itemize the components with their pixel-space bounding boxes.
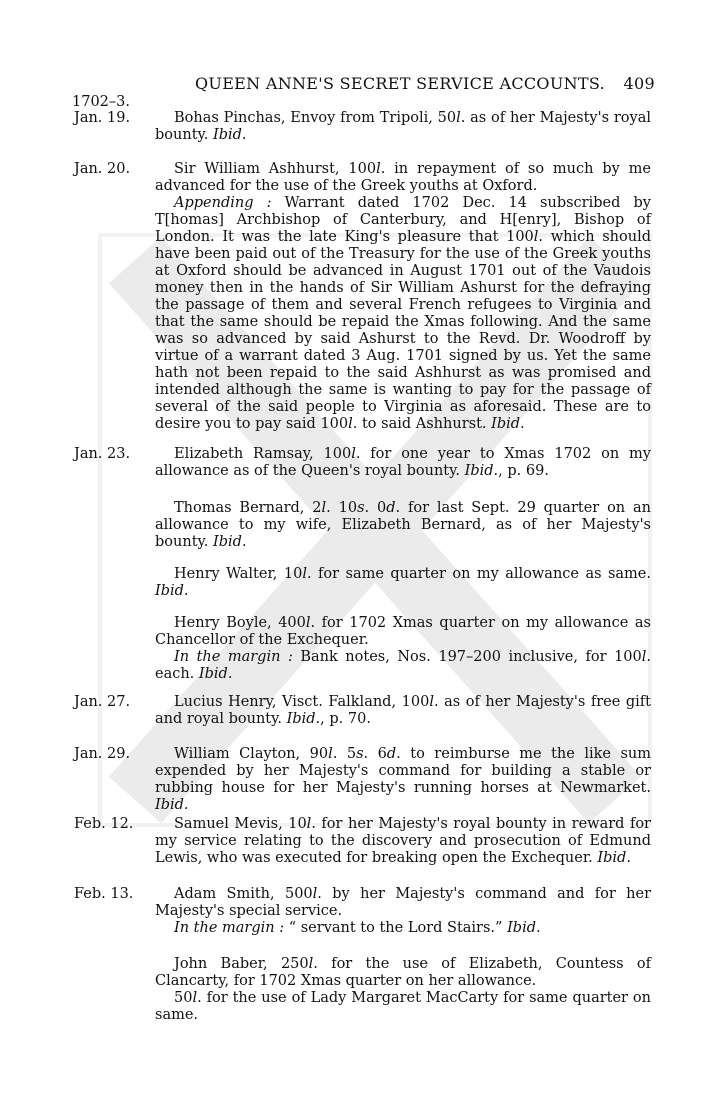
text-run: . for the use of Elizabeth, Countess of Clancarty, for 1702 Xmas quarter on her allowance.	[155, 956, 651, 989]
entry-body	[155, 566, 651, 600]
text-run: Adam Smith, 500	[174, 886, 313, 902]
entry-body	[155, 816, 651, 867]
text-run: , p. 69.	[498, 463, 549, 479]
text-run: Bank notes, Nos. 197–200 inclusive, for 100	[292, 649, 642, 665]
text-run: l	[351, 446, 356, 462]
text-run: l	[308, 956, 314, 972]
text-run: . for her Majesty's royal bounty in reward for my service relating to the discovery and prosecution of Edmund Lewis, who was executed for breaking open the Exchequer.	[155, 816, 651, 866]
entry-date: Jan. 29.	[74, 746, 131, 762]
entry-date: Jan. 23.	[74, 446, 131, 462]
text-run: . by her Majesty's command and for her Majesty's special service.	[155, 886, 651, 919]
text-run: , p. 70.	[320, 711, 371, 727]
text-run: s	[356, 746, 364, 762]
text-run: . to said Ashhurst.	[352, 416, 492, 432]
text-run: . 0	[364, 500, 387, 516]
running-header	[195, 74, 655, 93]
text-run: l	[306, 816, 312, 832]
entry-body	[155, 500, 651, 551]
text-run: . as of her Majesty's royal bounty.	[155, 110, 651, 143]
text-run: Ibid.	[155, 583, 189, 599]
text-run: l	[328, 746, 333, 762]
entry-body	[155, 615, 651, 683]
text-run: l	[456, 110, 461, 126]
text-run: l	[533, 229, 539, 245]
text-run: Ibid.	[597, 850, 631, 866]
year-label: 1702–3.	[72, 94, 130, 110]
text-run: . 10	[326, 500, 358, 516]
text-run: . 5	[332, 746, 357, 762]
text-run: s	[357, 500, 365, 516]
text-run: Sir William Ashhurst, 100	[174, 161, 377, 177]
text-run: . for last Sept. 29 quarter on an allowance to my wife, Elizabeth Bernard, as of her Majesty's bounty.	[155, 500, 651, 550]
entry-body	[155, 956, 651, 1024]
entry-body	[155, 110, 651, 144]
entry-date: Feb. 13.	[74, 886, 134, 902]
margin-label: In the margin :	[174, 920, 285, 936]
text-run: Ibid.	[507, 920, 541, 936]
text-run: l	[192, 990, 198, 1006]
page-number: 409	[623, 74, 655, 93]
text-run: 50	[174, 990, 193, 1006]
text-run: . 6	[363, 746, 387, 762]
text-run: Bohas Pinchas, Envoy from Tripoli, 50	[174, 110, 457, 126]
text-run: “ servant to the Lord Stairs.”	[284, 920, 508, 936]
entry-body	[155, 746, 651, 814]
margin-label: In the margin :	[174, 649, 293, 665]
text-run: . as of her Majesty's free gift and royal bounty.	[155, 694, 651, 727]
text-run: Ibid.	[155, 797, 189, 813]
text-run: Elizabeth Ramsay, 100	[174, 446, 352, 462]
text-run: . for the use of Lady Margaret MacCarty for same quarter on same.	[155, 990, 651, 1023]
text-run: Thomas Bernard, 2	[174, 500, 322, 516]
text-run: . for same quarter on my allowance as same.	[306, 566, 651, 582]
text-run: . which should have been paid out of the Treasury for the use of the Greek youths at Oxford should be advanced in August 1701 out of the Vaudois money then in the hands of Sir William Ashurst for the defraying the passage of them and several French refugees to Virginia and that the same should be repaid the Xmas following. And the same was so advanced by said Ashurst to the Revd. Dr. Woodroff by virtue of a warrant dated 3 Aug. 1701 signed by us. Yet the same hath not been repaid to the said Ashhurst as was promised and intended although the same is wanting to pay for the passage of several of the said people to Virginia as aforesaid. These are to desire you to pay said 100	[155, 229, 651, 432]
entry-body	[155, 446, 651, 480]
text-run: l	[305, 615, 311, 631]
text-run: d	[386, 500, 396, 516]
text-run: . in repayment of so much by me advanced for the use of the Greek youths at Oxford.	[155, 161, 651, 194]
text-run: Henry Boyle, 400	[174, 615, 306, 631]
text-run: l	[376, 161, 381, 177]
text-run: l	[302, 566, 307, 582]
text-run: . to reimburse me the like sum expended by her Majesty's command for building a stable or rubbing house for her Majesty's running horses at Newmarket.	[155, 746, 651, 796]
text-run: Ibid.	[198, 666, 233, 682]
entry-body	[155, 694, 651, 728]
text-run: Lucius Henry, Visct. Falkland, 100	[174, 694, 430, 710]
entry-date: Jan. 20.	[74, 161, 131, 177]
text-run: Ibid.	[213, 127, 247, 143]
entry-body	[155, 161, 651, 433]
appending-label: Appending :	[174, 195, 272, 211]
text-run: l	[641, 649, 647, 665]
text-run: Warrant dated 1702 Dec. 14 subscribed by T[homas] Archbishop of Canterbury, and H[enry], Bishop of London. It was the late King's pleasure that 100	[155, 195, 651, 245]
text-run: d	[386, 746, 397, 762]
entry-date: Feb. 12.	[74, 816, 134, 832]
text-run: Ibid.	[286, 711, 321, 727]
text-run: Samuel Mevis, 10	[174, 816, 307, 832]
entry-date: Jan. 19.	[74, 110, 131, 126]
text-run: Ibid.	[213, 534, 247, 550]
text-run: Henry Walter, 10	[174, 566, 303, 582]
text-run: l	[348, 416, 353, 432]
text-run: Ibid.	[491, 416, 525, 432]
text-run: William Clayton, 90	[174, 746, 329, 762]
text-run: John Baber, 250	[174, 956, 309, 972]
text-run: . each.	[155, 649, 651, 682]
header-title: QUEEN ANNE'S SECRET SERVICE ACCOUNTS.	[195, 74, 605, 93]
text-run: l	[321, 500, 327, 516]
entry-body	[155, 886, 651, 937]
text-run: l	[312, 886, 318, 902]
entry-date: Jan. 27.	[74, 694, 131, 710]
text-run: l	[429, 694, 434, 710]
text-run: . for 1702 Xmas quarter on my allowance as Chancellor of the Exchequer.	[155, 615, 651, 648]
text-run: Ibid.	[464, 463, 499, 479]
text-run: . for one year to Xmas 1702 on my allowance as of the Queen's royal bounty.	[155, 446, 651, 479]
